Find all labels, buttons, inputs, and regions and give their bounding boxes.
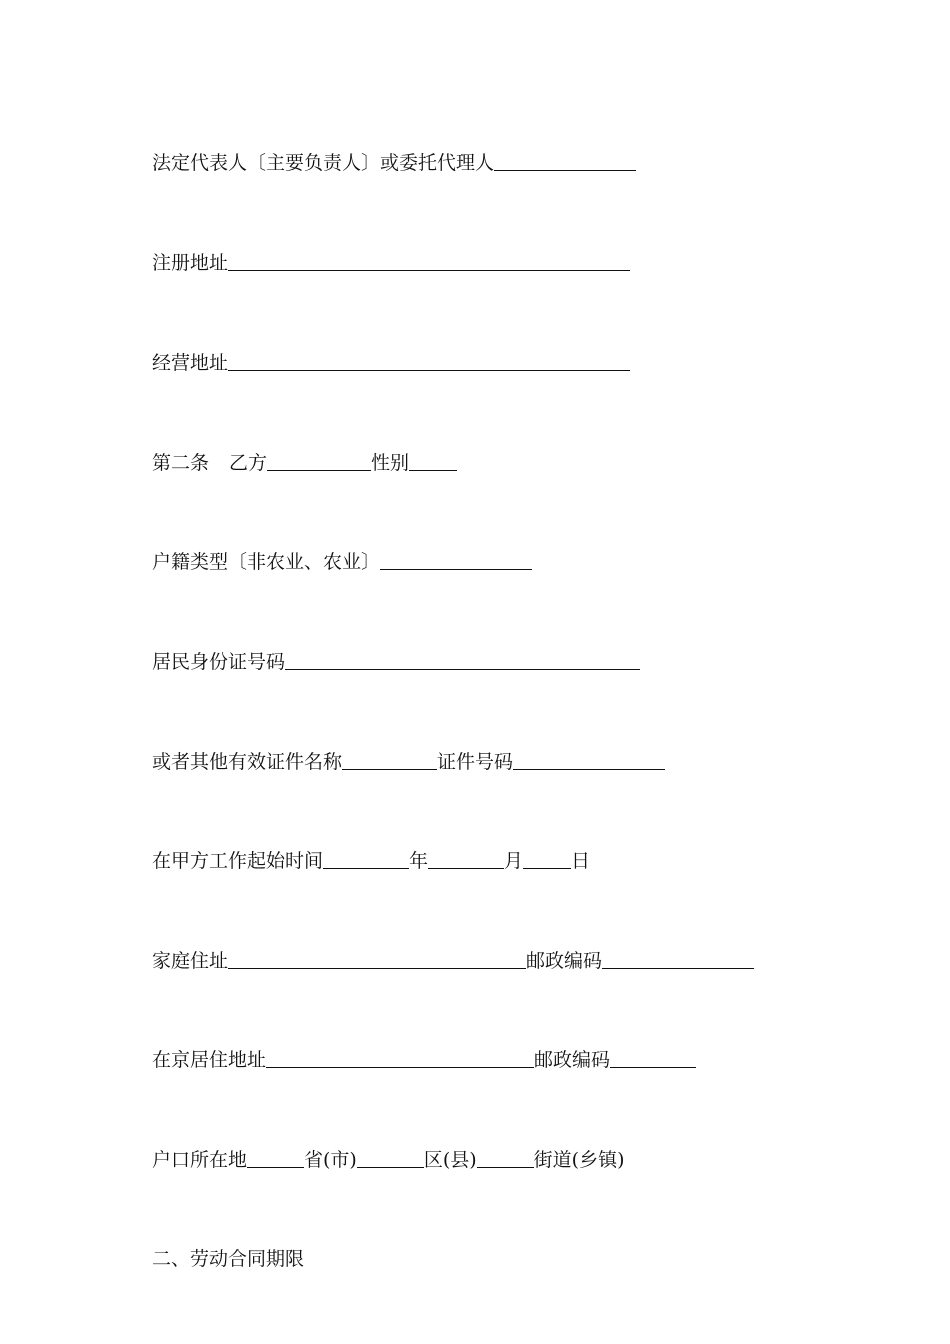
- id-number-blank[interactable]: [285, 668, 640, 670]
- other-id-line: [152, 749, 665, 775]
- street-blank[interactable]: [477, 1166, 534, 1168]
- section-contract-term-heading: 二、劳动合同期限: [152, 1248, 305, 1270]
- postcode2-label: 邮政编码: [534, 1049, 611, 1071]
- section-heading-line: [152, 1246, 304, 1272]
- start-time-line: [152, 848, 590, 874]
- beijing-address-label: 在京居住地址: [152, 1049, 267, 1071]
- legal-representative-label: 法定代表人〔主要负责人〕或委托代理人: [152, 152, 495, 174]
- district-label: 区(县): [423, 1149, 477, 1171]
- party-b-line: [152, 450, 457, 476]
- home-address-line: [152, 948, 754, 974]
- beijing-address-line: [152, 1047, 696, 1073]
- start-month-blank[interactable]: [428, 867, 504, 869]
- hukou-type-line: [152, 549, 532, 575]
- registered-address-line: [152, 250, 630, 276]
- business-address-blank[interactable]: [228, 369, 630, 371]
- year-label: 年: [409, 850, 429, 872]
- id-number-line: [152, 649, 640, 675]
- business-address-line: [152, 350, 630, 376]
- registered-address-blank[interactable]: [228, 269, 630, 271]
- hukou-type-label: 户籍类型〔非农业、农业〕: [152, 551, 381, 573]
- hukou-location-line: [152, 1147, 625, 1173]
- id-number-label: 居民身份证号码: [152, 651, 286, 673]
- district-blank[interactable]: [357, 1166, 424, 1168]
- start-time-label: 在甲方工作起始时间: [152, 850, 324, 872]
- legal-representative-blank[interactable]: [494, 169, 636, 171]
- gender-blank[interactable]: [409, 469, 457, 471]
- business-address-label: 经营地址: [152, 352, 229, 374]
- legal-representative-line: [152, 150, 636, 176]
- article-two-label: 第二条: [152, 452, 210, 474]
- postcode-blank[interactable]: [602, 967, 754, 969]
- street-label: 街道(乡镇): [533, 1149, 625, 1171]
- hukou-type-blank[interactable]: [380, 568, 532, 570]
- day-label: 日: [571, 850, 591, 872]
- province-blank[interactable]: [247, 1166, 304, 1168]
- party-b-label: 乙方: [229, 452, 268, 474]
- other-id-name-label: 或者其他有效证件名称: [152, 751, 343, 773]
- id-no-label: 证件号码: [437, 751, 514, 773]
- month-label: 月: [504, 850, 524, 872]
- party-b-name-blank[interactable]: [267, 469, 371, 471]
- postcode2-blank[interactable]: [610, 1066, 696, 1068]
- province-label: 省(市): [304, 1149, 357, 1171]
- gender-label: 性别: [371, 452, 410, 474]
- beijing-address-blank[interactable]: [266, 1066, 534, 1068]
- id-no-blank[interactable]: [513, 768, 665, 770]
- postcode-label: 邮政编码: [526, 950, 603, 972]
- hukou-location-label: 户口所在地: [152, 1149, 248, 1171]
- start-day-blank[interactable]: [523, 867, 571, 869]
- other-id-name-blank[interactable]: [342, 768, 437, 770]
- registered-address-label: 注册地址: [152, 252, 229, 274]
- home-address-blank[interactable]: [228, 967, 526, 969]
- home-address-label: 家庭住址: [152, 950, 229, 972]
- start-year-blank[interactable]: [323, 867, 409, 869]
